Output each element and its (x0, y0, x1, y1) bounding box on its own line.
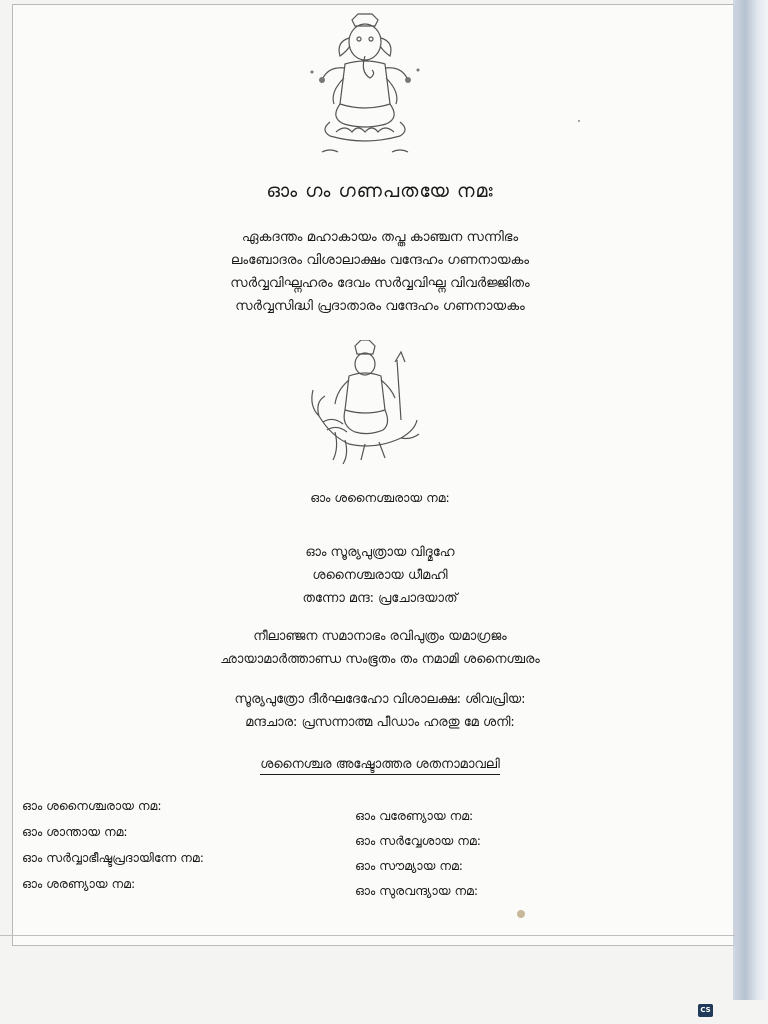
shani-dhyana-line-1: നീലാഞ്ജന സമാനാഭം രവിപുത്രം യമാഗ്രജം (253, 629, 507, 644)
ganapathi-title: ഓം ഗം ഗണപതയേ നമഃ (266, 180, 494, 202)
page-bottom-edge (0, 935, 735, 936)
ganapathi-verse-line-3: സർവ്വവിഘ്നഹരം ദേവം സർവ്വവിഘ്ന വിവർജ്ജിതം (230, 275, 530, 291)
ganapathi-verse-line-4: സർവ്വസിദ്ധി പ്രദാതാരം വന്ദേഹം ഗണനായകം (235, 298, 525, 314)
namavali-heading (60, 757, 700, 772)
scan-speck (578, 120, 580, 122)
namavali-item: ഓം വരേണ്യായ നമ: (355, 808, 474, 823)
namavali-item: ഓം ശാന്തായ നമ: (22, 824, 128, 839)
shani-stotra-line-2: മന്ദചാര: പ്രസന്നാത്മ പീഡാം ഹരതു മേ ശനി: (245, 715, 515, 730)
ganapathi-verse-line-2: ലംബോദരം വിശാലാക്ഷം വന്ദേഹം ഗണനായകം (230, 252, 530, 268)
namavali-left-column (22, 796, 204, 900)
scan-speck (517, 910, 525, 918)
shani-salutation: ഓം ശനൈശ്ചരായ നമ: (310, 490, 450, 505)
ganapathi-verse-line-1: ഏകദന്തം മഹാകായം തപ്ത കാഞ്ചന സന്നിഭം (241, 229, 519, 245)
namavali-item: ഓം സൗമ്യായ നമ: (355, 858, 464, 873)
namavali-heading-text: ശനൈശ്ചര അഷ്ടോത്തര ശതനാമാവലി (260, 757, 500, 775)
shani-gayatri-line-3: തന്നോ മന്ദ: പ്രചോദയാത് (302, 591, 458, 606)
shani-dhyana-line-2: ഛായാമാർത്താണ്ഡ സംഭൂതം തം നമാമി ശനൈശ്ചരം (220, 652, 540, 667)
namavali-item: ഓം സുരവന്ദ്യായ നമ: (355, 883, 479, 898)
namavali-item: ഓം ശരണ്യായ നമ: (22, 876, 136, 891)
scan-edge-strip (733, 0, 768, 1000)
namavali-item: ഓം സർവ്വാഭീഷ്ടപ്രദായിന്നേ നമ: (22, 850, 204, 865)
ganesha-illustration (300, 12, 430, 160)
shani-gayatri-line-1: ഓം സൂര്യപുത്രായ വിദ്മഹേ (305, 545, 455, 560)
namavali-item: ഓം ശനൈശ്ചരായ നമ: (22, 798, 162, 813)
shani-illustration (305, 340, 423, 466)
shani-gayatri-line-2: ശനൈശ്ചരായ ധീമഹി (312, 568, 448, 583)
shani-stotra-line-1: സൂര്യപുത്രോ ദീർഘദേഹോ വിശാലക്ഷ: ശിവപ്രിയ: (234, 692, 526, 707)
namavali-item: ഓം സർവ്വേശായ നമ: (355, 833, 481, 848)
namavali-right-column (355, 806, 481, 906)
camscanner-badge: CS (698, 1004, 713, 1017)
